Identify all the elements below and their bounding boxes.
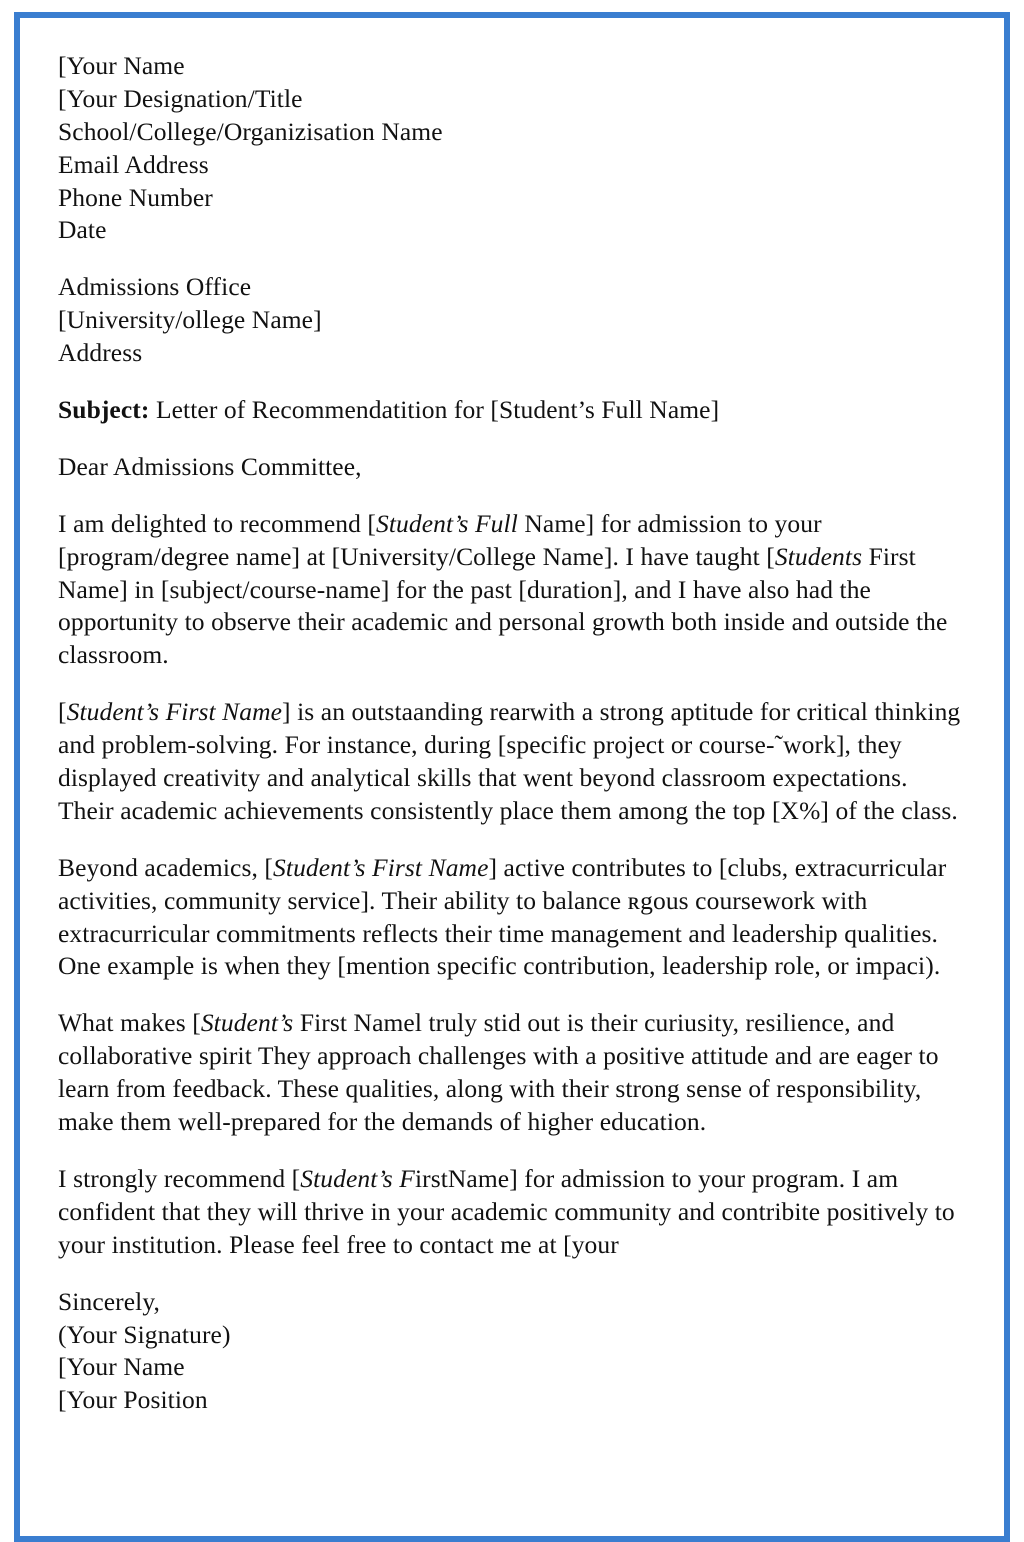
signature-line: [Your Name — [58, 1352, 185, 1382]
signature-block — [58, 1286, 966, 1418]
signature-line: Sincerely, — [58, 1286, 161, 1316]
recipient-line: Admissions Office — [58, 272, 252, 302]
signature-line: [Your Position — [58, 1385, 208, 1415]
run-text: irstName] for admission to your program. I am confident that they will thrive in your academic community and contribite positively to your institution. Please feel free to contact me at [your — [58, 1163, 955, 1259]
sender-line: Email Address — [58, 149, 209, 179]
sender-line: Date — [58, 215, 107, 245]
run-text-italic: Student’s F — [300, 1163, 415, 1193]
sender-line: [Your Name — [58, 51, 185, 80]
run-text: ] active contributes to [clubs, extracurricular activities, community service]. Their ability to balance ʀgous coursework with extracurricular commitments reflects their time management and leadership qualities. One example is when they [mention specific contribution, leadership role, or impaci). — [58, 852, 947, 981]
run-text: What makes [ — [58, 1008, 201, 1038]
subject-label: Subject: — [58, 395, 150, 425]
run-text-italic: Student’s First Name — [273, 852, 489, 882]
run-text-italic: Student’s Full — [376, 508, 525, 538]
recipient-block — [58, 271, 966, 370]
sender-line: Phone Number — [58, 182, 213, 212]
run-text: First Namel truly stid out is their curiusity, resilience, and collaborative spirit They approach challenges with a positive attitude and are eager to learn from feedback. These qualities, along with their strong sense of responsibility, make them well-prepared for the demands of higher education. — [58, 1008, 939, 1137]
sender-line: School/College/Organizisation Name — [58, 116, 443, 146]
subject-line — [58, 394, 966, 427]
signature-line: (Your Signature) — [58, 1319, 231, 1349]
recipient-line: [University/ollege Name] — [58, 305, 322, 335]
run-text: [ — [58, 697, 67, 727]
salutation: Dear Admissions Committee, — [58, 451, 362, 481]
run-text-italic: Student’s First Name — [66, 697, 283, 727]
recipient-line: Address — [58, 338, 143, 368]
run-text: I am delighted to recommend [ — [58, 508, 377, 538]
letter-body — [14, 14, 1010, 1417]
paragraph-beyond-academics — [58, 852, 966, 984]
run-text: First Name] in [subject/course-name] for the past [duration], and I have also had the opportunity to observe their academic and personal growth both inside and outside the classroom. — [58, 541, 948, 670]
sender-block — [58, 50, 966, 247]
paragraph-closing-recommendation — [58, 1163, 966, 1262]
run-text-italic: Student’s — [200, 1008, 300, 1038]
paragraph-intro — [58, 508, 966, 672]
paragraph-qualities — [58, 1007, 966, 1139]
run-text: I strongly recommend [ — [58, 1163, 301, 1193]
run-text: ] is an outstaanding rearwith a strong aptitude for critical thinking and problem-solving. For instance, during [specific project or course-˜work], they displayed creativity and analytical skills that went beyond classroom expectations. Their academic achievements consistently place them among the top [X%] of the class. — [58, 697, 961, 825]
run-text-italic: Students — [774, 541, 869, 571]
run-text: Beyond academics, [ — [58, 852, 274, 882]
paragraph-academics — [58, 696, 966, 828]
sender-line: [Your Designation/Title — [58, 83, 303, 113]
run-text: Name] for admission to your [program/degree name] at [University/College Name]. I have taught [ — [58, 508, 822, 571]
subject-text: Letter of Recommendatition for [Student’s Full Name] — [149, 395, 720, 425]
